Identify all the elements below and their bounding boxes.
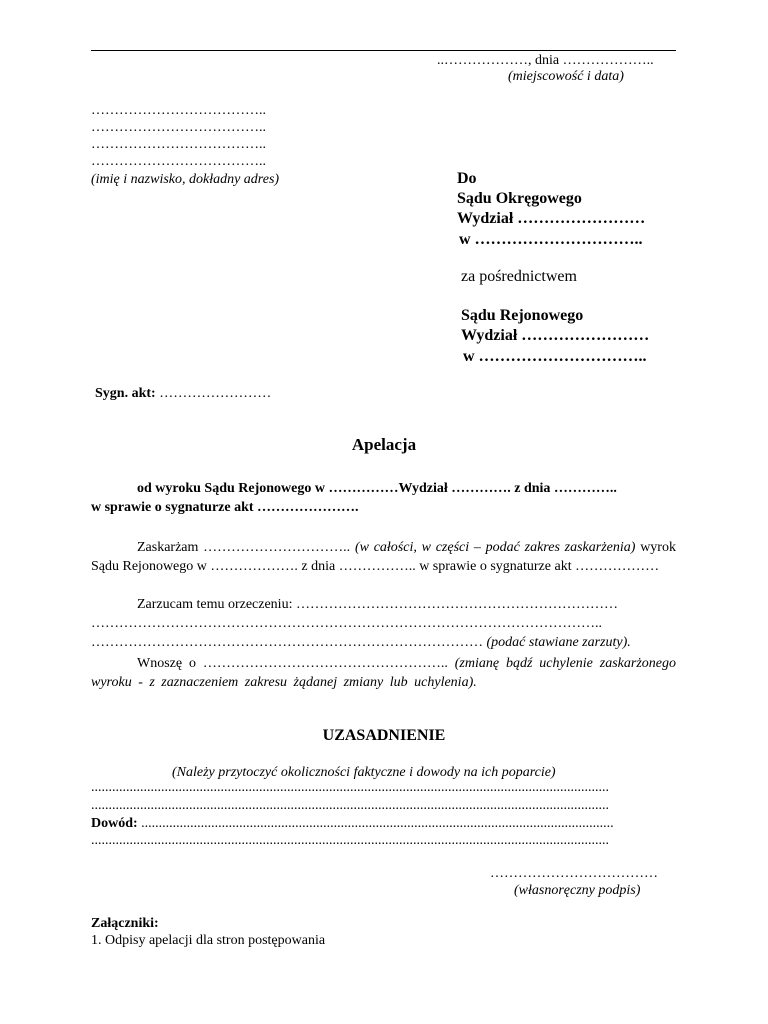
recipient-city-1: w ………………………….. [459, 231, 643, 248]
recipient-dept-1: Wydział …………………… [457, 210, 646, 227]
sender-line: ……………………………….. [91, 103, 266, 118]
appeal-scope-note: (w całości, w części – podać zakres zaskarżenia) [354, 540, 636, 555]
paragraph-appeal-scope [91, 538, 676, 576]
document-title: Apelacja [351, 435, 417, 454]
evidence-dots: ....................................................................................................................................... [137, 816, 614, 831]
sender-line: ……………………………….. [91, 120, 266, 135]
objections-dots: ………………………………………………………………………… [91, 635, 483, 650]
objections-line-1: Zarzucam temu orzeczeniu: …………………………………………………………… [137, 597, 618, 612]
justification-dots-1: .................................................................................................................................................... [91, 780, 609, 795]
objections-note: (podać stawiane zarzuty). [483, 635, 631, 650]
recipient-via: za pośrednictwem [461, 268, 577, 285]
top-rule [91, 50, 676, 51]
justification-dots-3: .................................................................................................................................................... [91, 833, 609, 848]
sender-line: ……………………………….. [91, 137, 266, 152]
signature-caption: (własnoręczny podpis) [514, 883, 641, 898]
recipient-court-2: Sądu Rejonowego [461, 307, 584, 324]
objections-line-3 [91, 635, 631, 651]
recipient-city-2: w ………………………….. [463, 348, 647, 365]
subject-line-1: od wyroku Sądu Rejonowego w ……………Wydział …………. z dnia ………….. [137, 481, 617, 496]
request-text: Wnoszę o …………………………………………….. [137, 656, 448, 671]
justification-dots-2: .................................................................................................................................................... [91, 798, 609, 813]
place-date-caption: (miejscowość i data) [508, 69, 624, 84]
justification-heading: UZASADNIENIE [322, 727, 446, 744]
case-reference [95, 386, 271, 402]
sender-caption: (imię i nazwisko, dokładny adres) [91, 172, 280, 187]
appeal-scope-text-2: wyrok Sądu Rejonowego w ………………. z dnia …………….. w sprawie o sygnaturze akt ……………… [91, 540, 676, 574]
attachments-item: 1. Odpisy apelacji dla stron postępowania [91, 933, 326, 948]
justification-note: (Należy przytoczyć okoliczności faktyczne i dowody na ich poparcie) [172, 765, 556, 780]
appeal-scope-text: Zaskarżam ………………………….. [137, 540, 355, 555]
evidence-label: Dowód: [91, 816, 138, 831]
subject-line-2: w sprawie o sygnaturze akt …………………. [91, 500, 359, 515]
case-reference-label: Sygn. akt: [95, 386, 156, 401]
evidence-line [91, 816, 676, 832]
sender-line: ……………………………….. [91, 154, 266, 169]
request-note: (zmianę bądź uchylenie zaskarżonego wyroku - z zaznaczeniem zakresu żądanej zmiany lub uchylenia). [91, 656, 676, 690]
signature-line: ……………………………… [490, 866, 658, 881]
place-date-line: ..………………, dnia ……………….. [437, 53, 654, 68]
case-reference-value: …………………… [155, 386, 272, 401]
objections-line-2: ……………………………………………………………………………………………….. [91, 616, 602, 631]
paragraph-request [91, 654, 676, 692]
recipient-court-1: Sądu Okręgowego [457, 190, 582, 207]
recipient-to: Do [457, 170, 477, 187]
recipient-dept-2: Wydział …………………… [461, 327, 650, 344]
attachments-label: Załączniki: [91, 916, 159, 931]
